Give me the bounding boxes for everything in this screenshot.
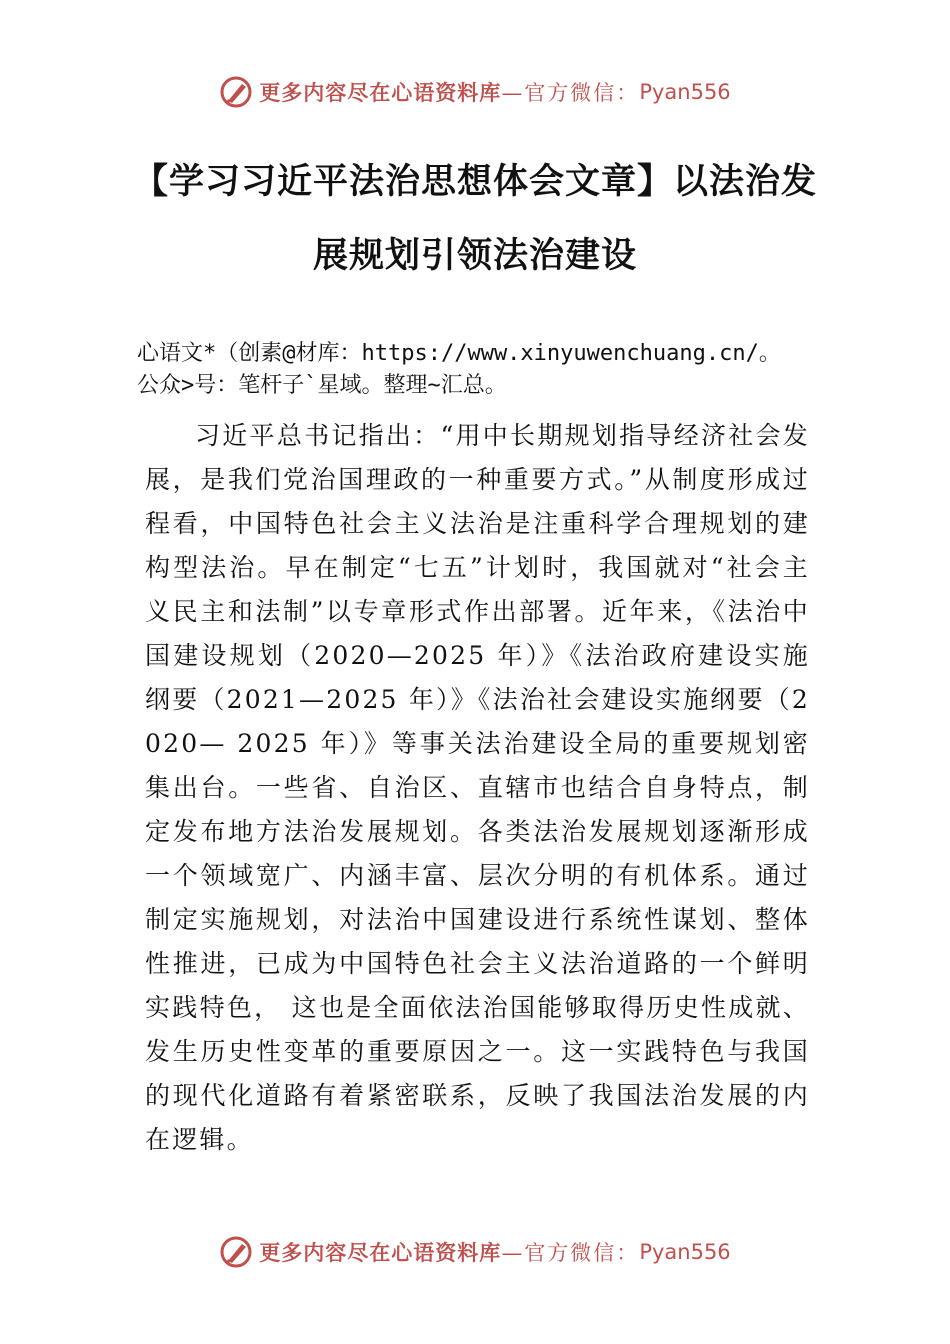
body-paragraph: 习近平总书记指出：“用中长期规划指导经济社会发展，是我们党治国理政的一种重要方式。”从制度形成过程看，中国特色社会主义法治是注重科学合理规划的建构型法治。早在制定“七五”计划时，我国就对“社会主义民主和法制”以专章形式作出部署。近年来，《法治中国建设规划（2020—2025 年）》《法治政府建设实施纲要（2021—2025 年）》《法治社会建设实施纲要（2020— 2025 年）》等事关法治建设全局的重要规划密集出台。一些省、自治区、直辖市也结合自身特点，制定发布地方法治发展规划。各类法治发展规划逐渐形成一个领域宽广、内涵丰富、层次分明的有机体系。通过制定实施规划，对法治中国建设进行系统性谋划、整体性推进，已成为中国特色社会主义法治道路的一个鲜明实践特色， 这也是全面依法治国能够取得历史性成就、发生历史性变革的重要原因之一。这一实践特色与我国的现代化道路有着紧密联系，反映了我国法治发展的内在逻辑。 xyxy=(145,421,810,1154)
source-line-2: 公众>号：笔杆子`星域。整理~汇总。 xyxy=(137,373,507,398)
pen-seal-icon xyxy=(219,1235,253,1269)
document-title-line-1: 【学习习近平法治思想体会文章】以法治发 xyxy=(132,162,817,202)
pen-seal-icon xyxy=(219,75,253,109)
source-line-1: 心语文*（创素@材库：https://www.xinyuwenchuang.cn/。 xyxy=(137,341,781,366)
banner-wechat-label: —官方微信： xyxy=(501,1241,640,1265)
header-banner xyxy=(0,72,950,112)
document-title-line-2: 展规划引领法治建设 xyxy=(312,236,637,276)
banner-wechat-id: Pyan556 xyxy=(639,1240,731,1264)
banner-promo-text: 更多内容尽在心语资料库 xyxy=(259,81,502,105)
footer-banner xyxy=(0,1232,950,1272)
banner-wechat-label: —官方微信： xyxy=(501,81,640,105)
banner-promo-text: 更多内容尽在心语资料库 xyxy=(259,1241,502,1265)
banner-wechat-id: Pyan556 xyxy=(639,80,731,104)
